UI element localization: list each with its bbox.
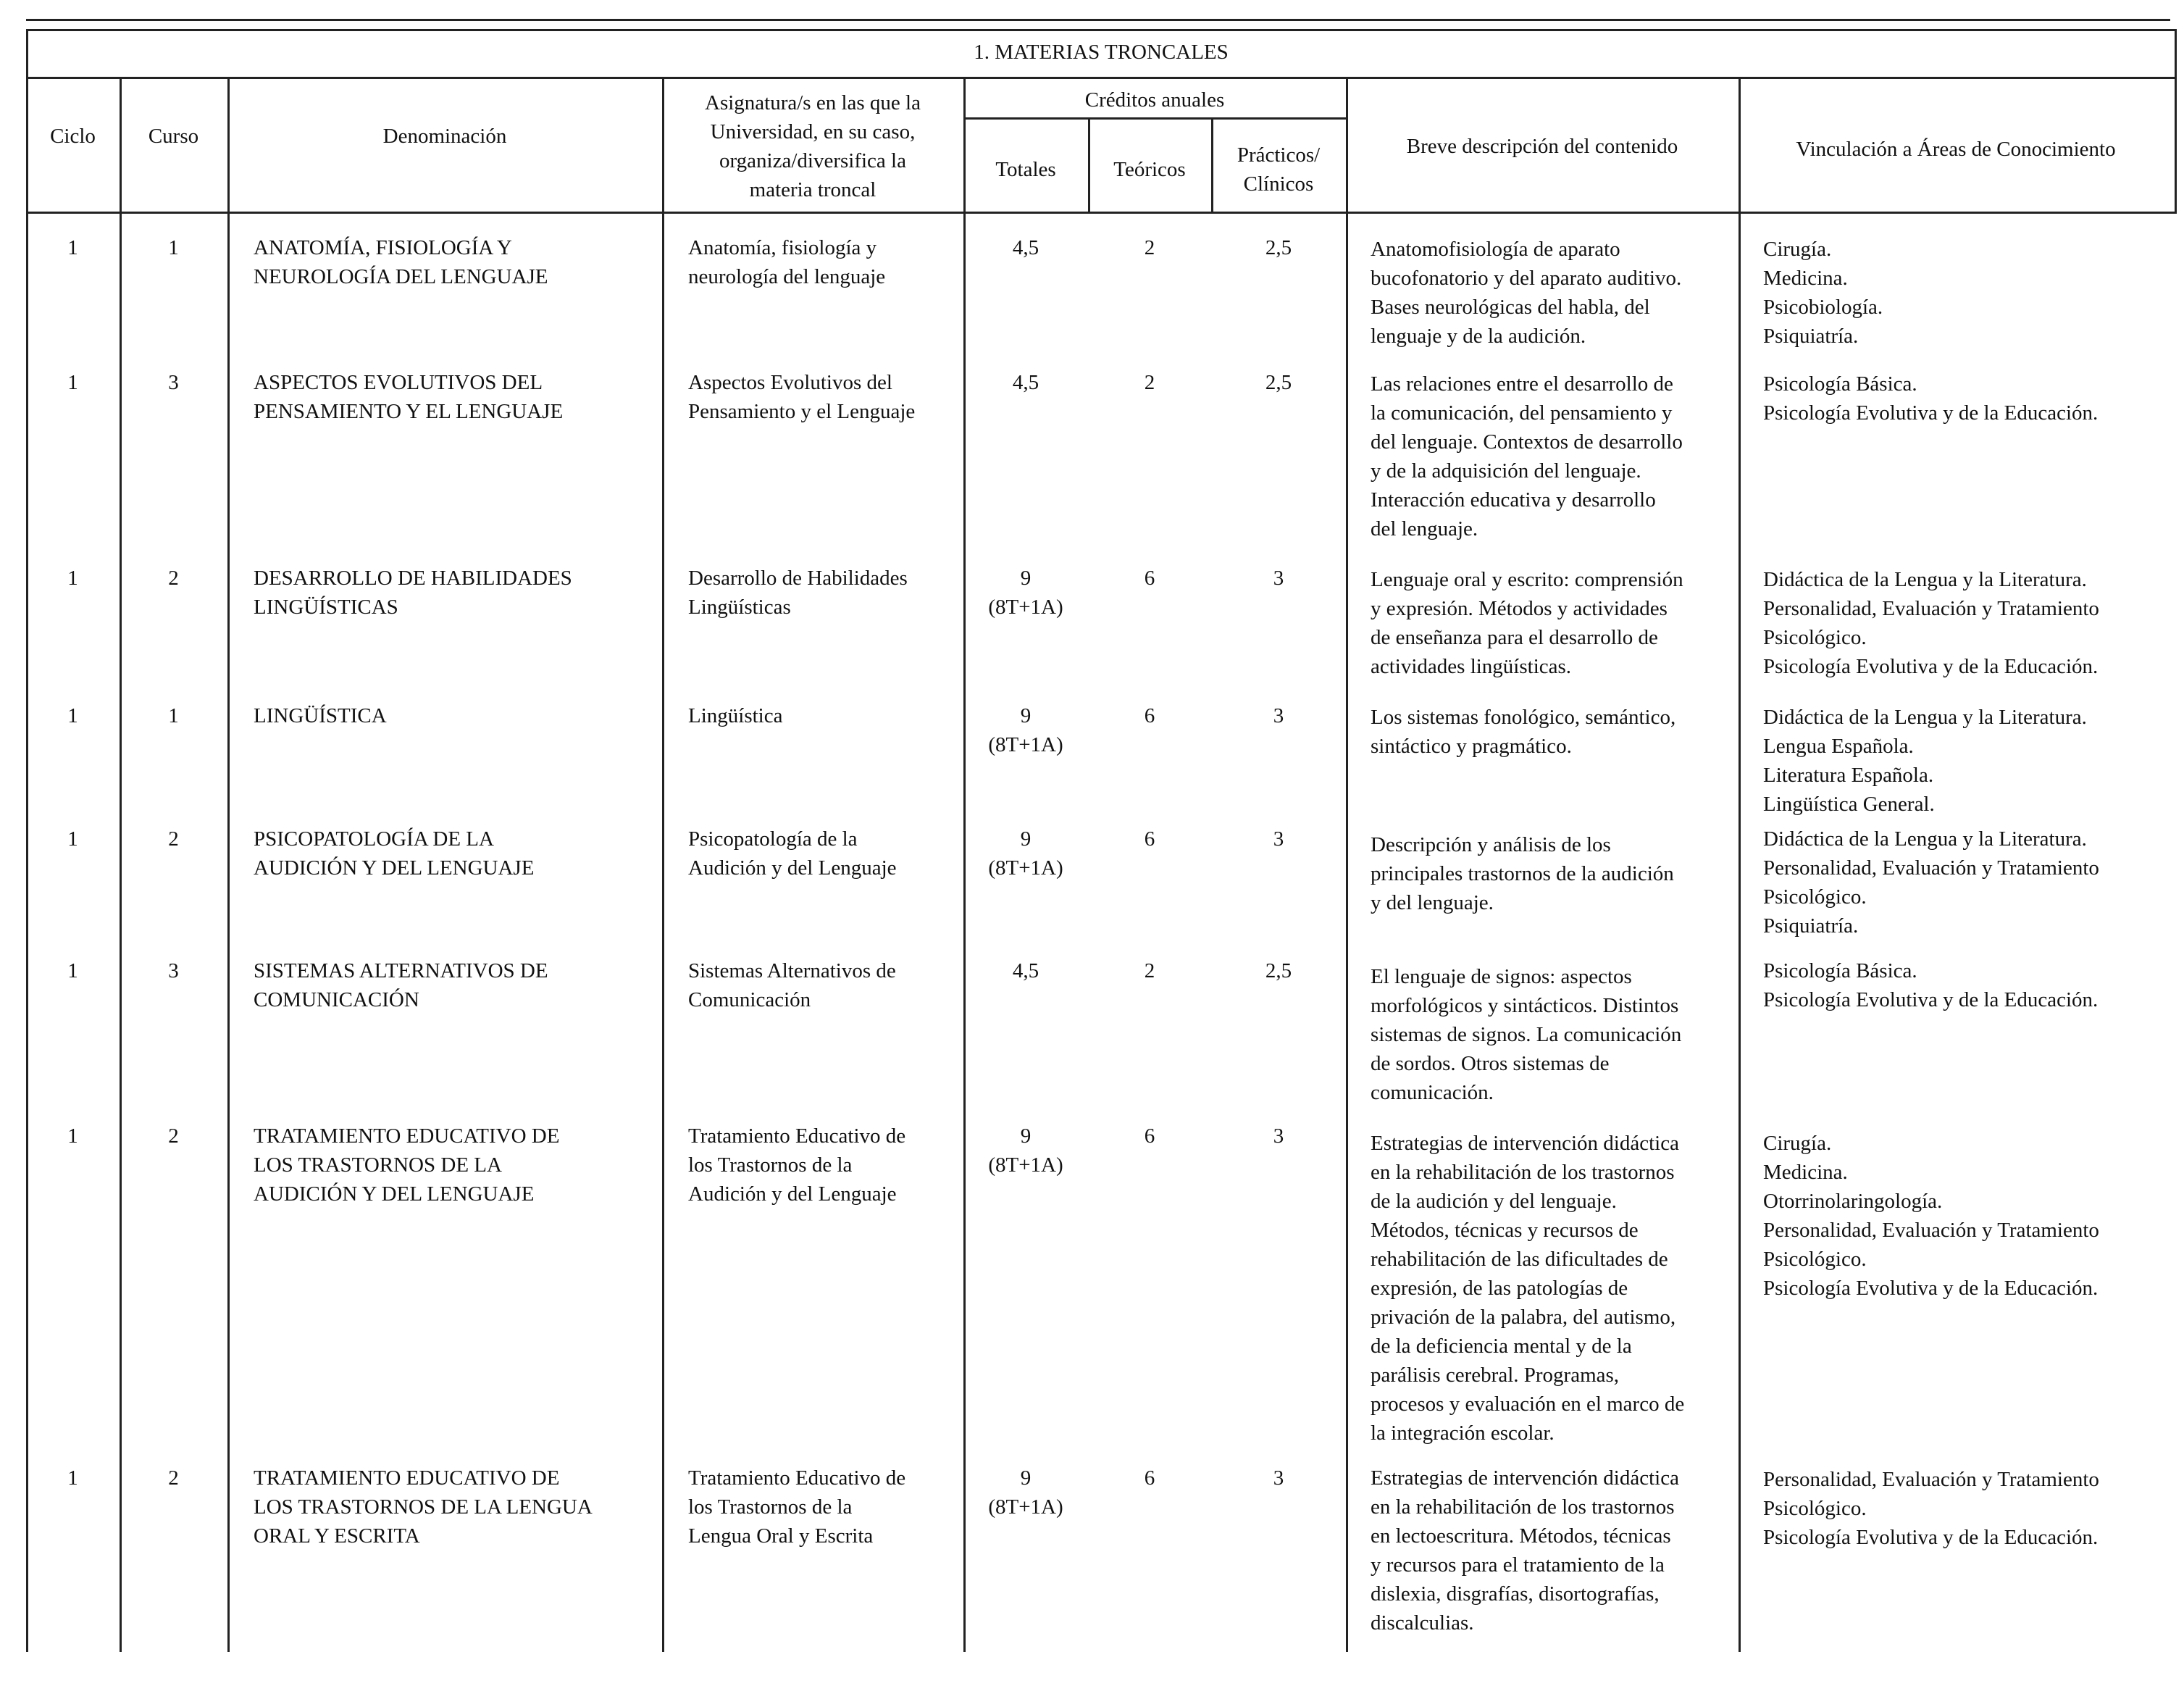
cell-teoricos: 6 [1144, 1466, 1155, 1490]
cell-ciclo: 1 [67, 1124, 78, 1148]
cell-curso: 3 [168, 959, 179, 982]
cell-vinculacion: Didáctica de la Lengua y la Literatura. Personalidad, Evaluación y Tratamiento Psicológico. Psiquiatría. [1763, 827, 2099, 938]
col-line-denominacion [227, 77, 230, 1652]
cell-totales: 9 (8T+1A) [988, 1124, 1063, 1177]
cell-totales: 9 (8T+1A) [988, 704, 1063, 756]
cell-teoricos: 2 [1144, 236, 1155, 259]
cell-descripcion: Descripción y análisis de los principales trastornos de la audición y del lenguaje. [1371, 833, 1674, 914]
cell-vinculacion: Psicología Básica. Psicología Evolutiva y de la Educación. [1763, 372, 2099, 425]
col-line-curso [120, 77, 122, 1652]
header-asignatura: Asignatura/s en las que la Universidad, en su caso, organiza/diversifica la materia troncal [705, 91, 921, 201]
cell-teoricos: 2 [1144, 371, 1155, 394]
cell-vinculacion: Cirugía. Medicina. Psicobiología. Psiquiatría. [1763, 238, 1883, 348]
cell-descripcion: El lenguaje de signos: aspectos morfológicos y sintácticos. Distintos sistemas de signos. La comunicación de sordos. Otros sistemas de comunicación. [1371, 965, 1682, 1104]
cell-asignatura: Anatomía, fisiología y neurología del lenguaje [688, 236, 886, 288]
cell-denominacion: SISTEMAS ALTERNATIVOS DE COMUNICACIÓN [254, 959, 548, 1011]
cell-denominacion: PSICOPATOLOGÍA DE LA AUDICIÓN Y DEL LENGUAJE [254, 827, 535, 880]
cell-denominacion: DESARROLLO DE HABILIDADES LINGÜÍSTICAS [254, 567, 572, 619]
col-line-vinculacion [1739, 77, 1741, 1652]
cell-ciclo: 1 [67, 959, 78, 982]
header-ciclo: Ciclo [50, 125, 96, 148]
cell-practicos: 3 [1273, 704, 1284, 727]
cell-ciclo: 1 [67, 704, 78, 727]
cell-teoricos: 6 [1144, 827, 1155, 851]
header-descripcion: Breve descripción del contenido [1406, 135, 1678, 158]
cell-practicos: 3 [1273, 827, 1284, 851]
header-creditos: Créditos anuales [1084, 88, 1225, 112]
cell-descripcion: Estrategias de intervención didáctica en la rehabilitación de los trastornos en lectoescritura. Métodos, técnicas y recursos para el tratamiento de la dislexia, disgrafías, disortografías, discalculias. [1371, 1466, 1679, 1635]
cell-curso: 2 [168, 1466, 179, 1490]
cell-totales: 9 (8T+1A) [988, 1466, 1063, 1519]
cell-teoricos: 6 [1144, 1124, 1155, 1148]
cell-ciclo: 1 [67, 1466, 78, 1490]
header-teoricos: Teóricos [1113, 158, 1186, 181]
cell-vinculacion: Cirugía. Medicina. Otorrinolaringología. Personalidad, Evaluación y Tratamiento Psicológico. Psicología Evolutiva y de la Educación. [1763, 1132, 2099, 1300]
header-vinculacion: Vinculación a Áreas de Conocimiento [1796, 138, 2116, 161]
header-curso: Curso [148, 125, 199, 148]
cell-denominacion: TRATAMIENTO EDUCATIVO DE LOS TRASTORNOS DE LA AUDICIÓN Y DEL LENGUAJE [254, 1124, 560, 1206]
cell-totales: 9 (8T+1A) [988, 567, 1063, 619]
cell-practicos: 3 [1273, 1124, 1284, 1148]
cell-practicos: 2,5 [1265, 959, 1292, 982]
cell-curso: 2 [168, 827, 179, 851]
cell-teoricos: 6 [1144, 567, 1155, 590]
cell-totales: 4,5 [1012, 236, 1039, 259]
cell-descripcion: Estrategias de intervención didáctica en la rehabilitación de los trastornos de la audición y del lenguaje. Métodos, técnicas y recursos de rehabilitación de las dificultades de expresión, de las patologías de privación de la palabra, del autismo, de la deficiencia mental y de la parálisis cerebral. Programas, procesos y evaluación en el marco de la integración escolar. [1371, 1132, 1685, 1445]
cell-vinculacion: Psicología Básica. Psicología Evolutiva y de la Educación. [1763, 959, 2099, 1011]
cell-teoricos: 6 [1144, 704, 1155, 727]
title-separator [26, 77, 2176, 79]
header-separator [26, 212, 2176, 214]
header-practicos: Prácticos/ Clínicos [1237, 143, 1321, 196]
cell-curso: 3 [168, 371, 179, 394]
header-totales: Totales [995, 158, 1056, 181]
cell-asignatura: Aspectos Evolutivos del Pensamiento y el Lenguaje [688, 371, 916, 423]
cell-curso: 2 [168, 567, 179, 590]
creditos-separator [963, 117, 1346, 120]
cell-asignatura: Sistemas Alternativos de Comunicación [688, 959, 896, 1011]
cell-totales: 4,5 [1012, 959, 1039, 982]
cell-practicos: 2,5 [1265, 371, 1292, 394]
col-line-asignatura [662, 77, 664, 1652]
cell-teoricos: 2 [1144, 959, 1155, 982]
cell-practicos: 3 [1273, 1466, 1284, 1490]
cell-descripcion: Anatomofisiología de aparato bucofonatorio y del aparato auditivo. Bases neurológicas del habla, del lenguaje y de la audición. [1371, 238, 1682, 348]
cell-descripcion: Las relaciones entre el desarrollo de la comunicación, del pensamiento y del lenguaje. Contextos de desarrollo y de la adquisición del lenguaje. Interacción educativa y desarrollo del lenguaje. [1371, 372, 1683, 540]
cell-asignatura: Lingüística [688, 704, 783, 727]
cell-asignatura: Desarrollo de Habilidades Lingüísticas [688, 567, 908, 619]
table-title: 1. MATERIAS TRONCALES [974, 41, 1229, 64]
cell-vinculacion: Didáctica de la Lengua y la Literatura. Personalidad, Evaluación y Tratamiento Psicológico. Psicología Evolutiva y de la Educación. [1763, 568, 2099, 678]
cell-totales: 4,5 [1012, 371, 1039, 394]
cell-vinculacion: Didáctica de la Lengua y la Literatura. Lengua Española. Literatura Española. Lingüística General. [1763, 706, 2087, 816]
cell-ciclo: 1 [67, 236, 78, 259]
col-line-descripcion [1346, 77, 1348, 1652]
cell-curso: 1 [168, 236, 179, 259]
cell-ciclo: 1 [67, 827, 78, 851]
cell-asignatura: Psicopatología de la Audición y del Lenguaje [688, 827, 897, 880]
cell-curso: 2 [168, 1124, 179, 1148]
cell-asignatura: Tratamiento Educativo de los Trastornos de la Lengua Oral y Escrita [688, 1466, 906, 1548]
cell-denominacion: LINGÜÍSTICA [254, 704, 387, 727]
cell-ciclo: 1 [67, 371, 78, 394]
cell-descripcion: Lenguaje oral y escrito: comprensión y expresión. Métodos y actividades de enseñanza para el desarrollo de actividades lingüísticas. [1371, 568, 1683, 678]
cell-denominacion: ASPECTOS EVOLUTIVOS DEL PENSAMIENTO Y EL LENGUAJE [254, 371, 564, 423]
cell-curso: 1 [168, 704, 179, 727]
top-rule [26, 19, 2170, 21]
cell-practicos: 2,5 [1265, 236, 1292, 259]
cell-vinculacion: Personalidad, Evaluación y Tratamiento Psicológico. Psicología Evolutiva y de la Educación. [1763, 1468, 2099, 1549]
cell-asignatura: Tratamiento Educativo de los Trastornos de la Audición y del Lenguaje [688, 1124, 906, 1206]
cell-ciclo: 1 [67, 567, 78, 590]
cell-denominacion: TRATAMIENTO EDUCATIVO DE LOS TRASTORNOS DE LA LENGUA ORAL Y ESCRITA [254, 1466, 593, 1548]
cell-totales: 9 (8T+1A) [988, 827, 1063, 880]
cell-denominacion: ANATOMÍA, FISIOLOGÍA Y NEUROLOGÍA DEL LENGUAJE [254, 236, 548, 288]
table-border-top [26, 29, 2176, 31]
cell-descripcion: Los sistemas fonológico, semántico, sintáctico y pragmático. [1371, 706, 1676, 758]
cell-practicos: 3 [1273, 567, 1284, 590]
header-denominacion: Denominación [382, 125, 507, 148]
